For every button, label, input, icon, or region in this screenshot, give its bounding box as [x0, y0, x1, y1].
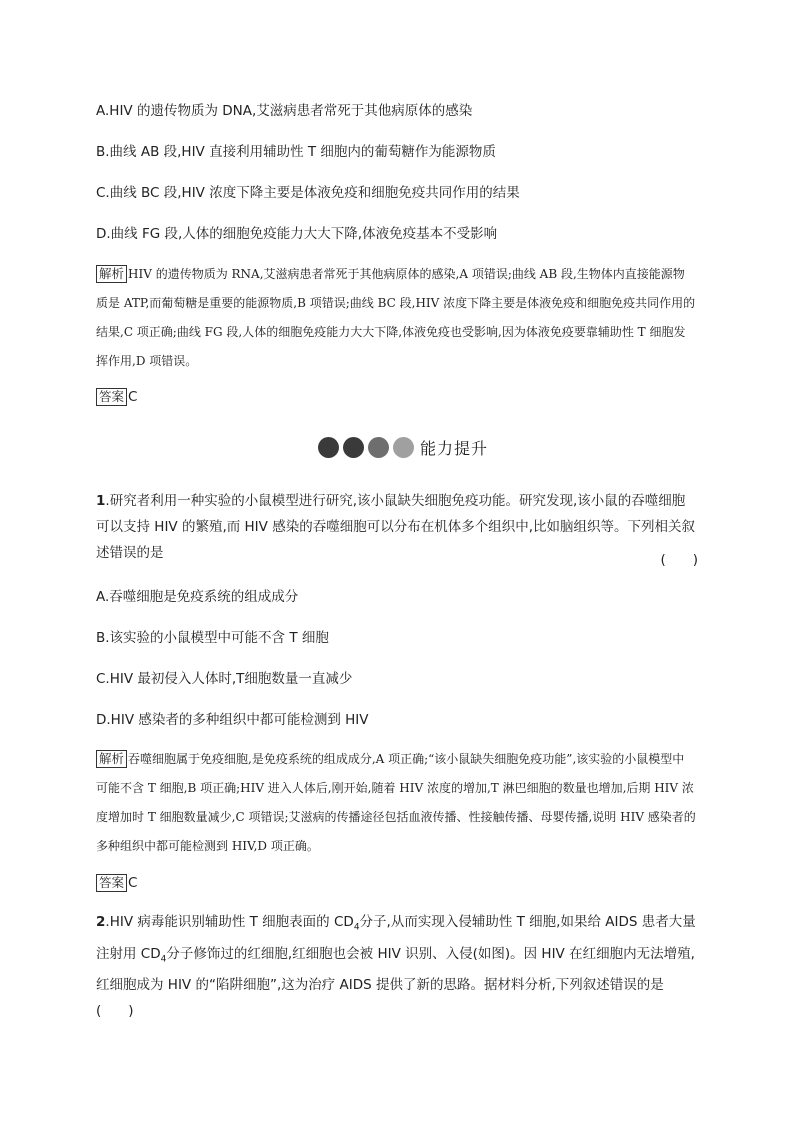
q1-answer [96, 873, 137, 893]
q2-text-part: 分子,从而实现入侵辅助性 T 细胞,如果给 AIDS 患者大量注射用 CD [96, 914, 696, 962]
prev-option-c: C.曲线 BC 段,HIV 浓度下降主要是体液免疫和细胞免疫共同作用的结果 [96, 185, 520, 201]
heading-dot-icon [318, 437, 339, 458]
q1-option-c: C.HIV 最初侵入人体时,T细胞数量一直减少 [96, 671, 353, 687]
question-1-answer-blank: ( ) [660, 552, 698, 568]
question-1-stem [96, 488, 698, 566]
answer-tag: 答案 [96, 874, 127, 892]
q1-explanation-text: 吞噬细胞属于免疫细胞,是免疫系统的组成成分,A 项正确;“该小鼠缺失细胞免疫功能”,该实验的小鼠模型中可能不含 T 细胞,B 项正确;HIV 进入人体后,刚开始,随着 HIV 浓度的增加,T 淋巴细胞的数量也增加,后期 HIV 浓度增加时 T 细胞数量减少,C 项错误;艾滋病的传播途径包括血液传播、性接触传播、母婴传播,说明 HIV 感染者的多种组织中都可能检测到 HIV,D 项正确。 [96, 752, 696, 853]
heading-dot-icon [343, 437, 364, 458]
explanation-tag: 解析 [96, 750, 127, 768]
explanation-tag: 解析 [96, 265, 127, 283]
prev-explanation-block [96, 260, 696, 376]
q2-text-part: .HIV 病毒能识别辅助性 T 细胞表面的 CD [105, 914, 354, 930]
prev-answer [96, 387, 137, 407]
prev-option-d: D.曲线 FG 段,人体的细胞免疫能力大大下降,体液免疫基本不受影响 [96, 226, 498, 242]
prev-answer-value: C [128, 389, 138, 405]
heading-dot-icon [368, 437, 389, 458]
q1-option-b: B.该实验的小鼠模型中可能不含 T 细胞 [96, 630, 329, 646]
prev-option-b: B.曲线 AB 段,HIV 直接利用辅助性 T 细胞内的葡萄糖作为能源物质 [96, 144, 496, 160]
question-2-number: 2 [96, 914, 106, 930]
question-1-text: .研究者利用一种实验的小鼠模型进行研究,该小鼠缺失细胞免疫功能。研究发现,该小鼠的吞噬细胞可以支持 HIV 的繁殖,而 HIV 感染的吞噬细胞可以分布在机体多个组织中,比如脑组织等。下列相关叙述错误的是 [96, 493, 695, 561]
section-title: 能力提升 [420, 438, 489, 458]
question-2-stem [96, 909, 698, 1024]
q1-option-a: A.吞噬细胞是免疫系统的组成成分 [96, 589, 299, 605]
q1-option-d: D.HIV 感染者的多种组织中都可能检测到 HIV [96, 712, 369, 728]
heading-dot-icon [393, 437, 414, 458]
prev-explanation-text: HIV 的遗传物质为 RNA,艾滋病患者常死于其他病原体的感染,A 项错误;曲线 AB 段,生物体内直接能源物质是 ATP,而葡萄糖是重要的能源物质,B 项错误;曲线 BC 段,HIV 浓度下降主要是体液免疫和细胞免疫共同作用的结果,C 项正确;曲线 FG 段,人体的细胞免疫能力大大下降,体液免疫也受影响,因为体液免疫要靠辅助性 T 细胞发挥作用,D 项错误。 [96, 267, 696, 368]
question-1-number: 1 [96, 493, 106, 509]
q2-subscript: 4 [160, 954, 167, 965]
q1-answer-value: C [128, 875, 138, 891]
q2-subscript: 4 [353, 922, 360, 933]
answer-tag: 答案 [96, 388, 127, 406]
prev-option-a: A.HIV 的遗传物质为 DNA,艾滋病患者常死于其他病原体的感染 [96, 103, 473, 119]
q2-text-part: 分子修饰过的红细胞,红细胞也会被 HIV 识别、入侵(如图)。因 HIV 在红细胞内无法增殖,红细胞成为 HIV 的“陷阱细胞”,这为治疗 AIDS 提供了新的思路。据材料分析,下列叙述错误的是( ) [96, 945, 695, 1020]
q1-explanation-block [96, 745, 696, 861]
section-heading [318, 434, 488, 460]
